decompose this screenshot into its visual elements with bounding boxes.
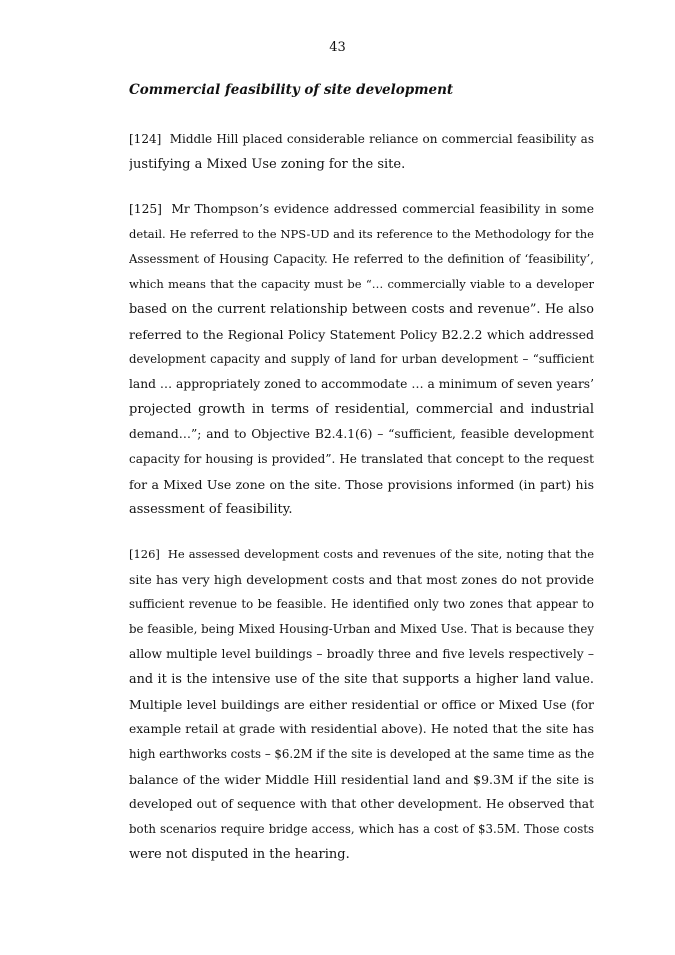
- paragraph-line: allow multiple level buildings – broadly three and five levels respectively –: [129, 647, 594, 661]
- paragraph-line: assessment of feasibility.: [129, 502, 293, 517]
- paragraph-124: [129, 127, 594, 177]
- paragraph-line: site has very high development costs and that most zones do not provide: [129, 572, 594, 587]
- paragraph-line: both scenarios require bridge access, which has a cost of $3.5M. Those costs: [129, 822, 594, 836]
- paragraph-line: developed out of sequence with that other development. He observed that: [129, 797, 594, 811]
- paragraph-line: justifying a Mixed Use zoning for the site.: [129, 157, 406, 172]
- document-body: [129, 78, 594, 867]
- paragraph-line: for a Mixed Use zone on the site. Those provisions informed (in part) his: [129, 477, 594, 492]
- page-number: 43: [329, 40, 346, 55]
- section-heading: Commercial feasibility of site development: [129, 82, 454, 98]
- paragraph-line: [125] Mr Thompson’s evidence addressed commercial feasibility in some: [129, 202, 594, 216]
- paragraph-line: example retail at grade with residential above). He noted that the site has: [129, 722, 594, 736]
- paragraph-line: capacity for housing is provided”. He translated that concept to the request: [129, 452, 594, 466]
- paragraph-line: based on the current relationship between costs and revenue”. He also: [129, 302, 594, 317]
- paragraph-line: Multiple level buildings are either residential or office or Mixed Use (for: [129, 697, 594, 712]
- paragraph-line: [126] He assessed development costs and revenues of the site, noting that the: [129, 547, 594, 561]
- paragraph-125: [129, 197, 594, 522]
- paragraph-line: which means that the capacity must be “… commercially viable to a developer: [129, 277, 594, 291]
- paragraph-line: land … appropriately zoned to accommodate … a minimum of seven years’: [129, 377, 594, 391]
- paragraph-number: [126]: [129, 547, 160, 561]
- paragraph-line: be feasible, being Mixed Housing-Urban and Mixed Use. That is because they: [129, 622, 594, 636]
- paragraph-126: [129, 542, 594, 867]
- paragraph-number: [125]: [129, 202, 162, 216]
- paragraph-number: [124]: [129, 132, 162, 146]
- paragraph-line: [124] Middle Hill placed considerable reliance on commercial feasibility as: [129, 132, 594, 146]
- paragraph-line: were not disputed in the hearing.: [129, 847, 350, 862]
- paragraph-line: demand…”; and to Objective B2.4.1(6) – “sufficient, feasible development: [129, 427, 594, 441]
- paragraph-line: high earthworks costs – $6.2M if the site is developed at the same time as the: [129, 747, 594, 761]
- paragraph-line: balance of the wider Middle Hill residential land and $9.3M if the site is: [129, 772, 594, 787]
- paragraph-line: projected growth in terms of residential, commercial and industrial: [129, 402, 594, 417]
- paragraph-line: Assessment of Housing Capacity. He referred to the definition of ‘feasibility’,: [129, 252, 594, 266]
- paragraph-line: detail. He referred to the NPS-UD and its reference to the Methodology for the: [129, 227, 594, 241]
- paragraph-line: development capacity and supply of land for urban development – “sufficient: [129, 352, 594, 366]
- paragraph-line: referred to the Regional Policy Statement Policy B2.2.2 which addressed: [129, 327, 594, 342]
- paragraph-line: sufficient revenue to be feasible. He identified only two zones that appear to: [129, 597, 594, 611]
- paragraph-line: and it is the intensive use of the site that supports a higher land value.: [129, 672, 594, 687]
